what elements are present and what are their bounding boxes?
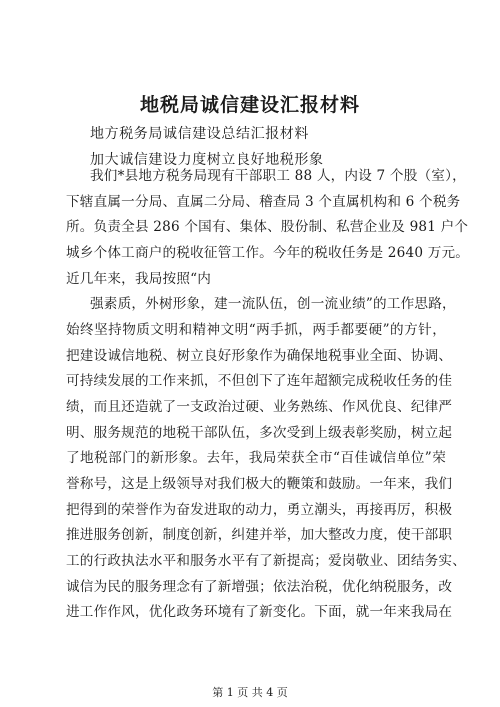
body-line-17: 诚信为民的服务理念有了新增强；依法治税，优化纳税服务，改 (66, 579, 453, 595)
body-line-12: 了地税部门的新形象。去年，我局荣获全市“百佳诚信单位”荣 (66, 450, 446, 466)
body-line-13: 誉称号，这是上级领导对我们极大的鞭策和鼓励。一年来，我们 (66, 476, 453, 492)
document-title: 地税局诚信建设汇报材料 (139, 94, 360, 116)
body-line-5: 近几年来，我局按照“内 (66, 271, 212, 287)
body-line-6: 强素质，外树形象，建一流队伍，创一流业绩”的工作思路， (90, 296, 456, 312)
body-line-4: 城乡个体工商户的税收征管工作。今年的税收任务是 2640 万元。 (66, 245, 470, 261)
body-line-8: 把建设诚信地税、树立良好形象作为确保地税事业全面、协调、 (66, 348, 453, 364)
body-line-16: 工的行政执法水平和服务水平有了新提高；爱岗敬业、团结务实、 (66, 553, 467, 569)
body-line-10: 绩，而且还造就了一支政治过硬、业务熟练、作风优良、纪律严 (66, 399, 453, 415)
body-line-18: 进工作作风，优化政务环境有了新变化。下面，就一年来我局在 (66, 604, 453, 620)
body-line-15: 推进服务创新，制度创新，纠建并举，加大整改力度，使干部职 (66, 527, 453, 543)
body-line-9: 可持续发展的工作来抓，不但创下了连年超额完成税收任务的佳 (66, 373, 453, 389)
body-line-3: 所。负责全县 286 个国有、集体、股份制、私营企业及 981 户个 (66, 219, 469, 235)
document-subtitle-2: 加大诚信建设力度树立良好地税形象 (90, 152, 324, 168)
body-line-11: 明、服务规范的地税干部队伍，多次受到上级表彰奖励，树立起 (66, 425, 453, 441)
page-footer: 第 1 页 共 4 页 (212, 686, 288, 699)
body-line-1: 我们*县地方税务局现有干部职工 88 人，内设 7 个股（室）， (90, 168, 466, 184)
body-line-2: 下辖直属一分局、直属二分局、稽查局 3 个直属机构和 6 个税务 (66, 194, 461, 210)
body-line-7: 始终坚持物质文明和精神文明“两手抓，两手都要硬”的方针， (66, 322, 446, 338)
body-line-14: 把得到的荣誉作为奋发进取的动力，勇立潮头，再接再厉，积极 (66, 502, 453, 518)
document-subtitle-1: 地方税务局诚信建设总结汇报材料 (90, 126, 309, 142)
